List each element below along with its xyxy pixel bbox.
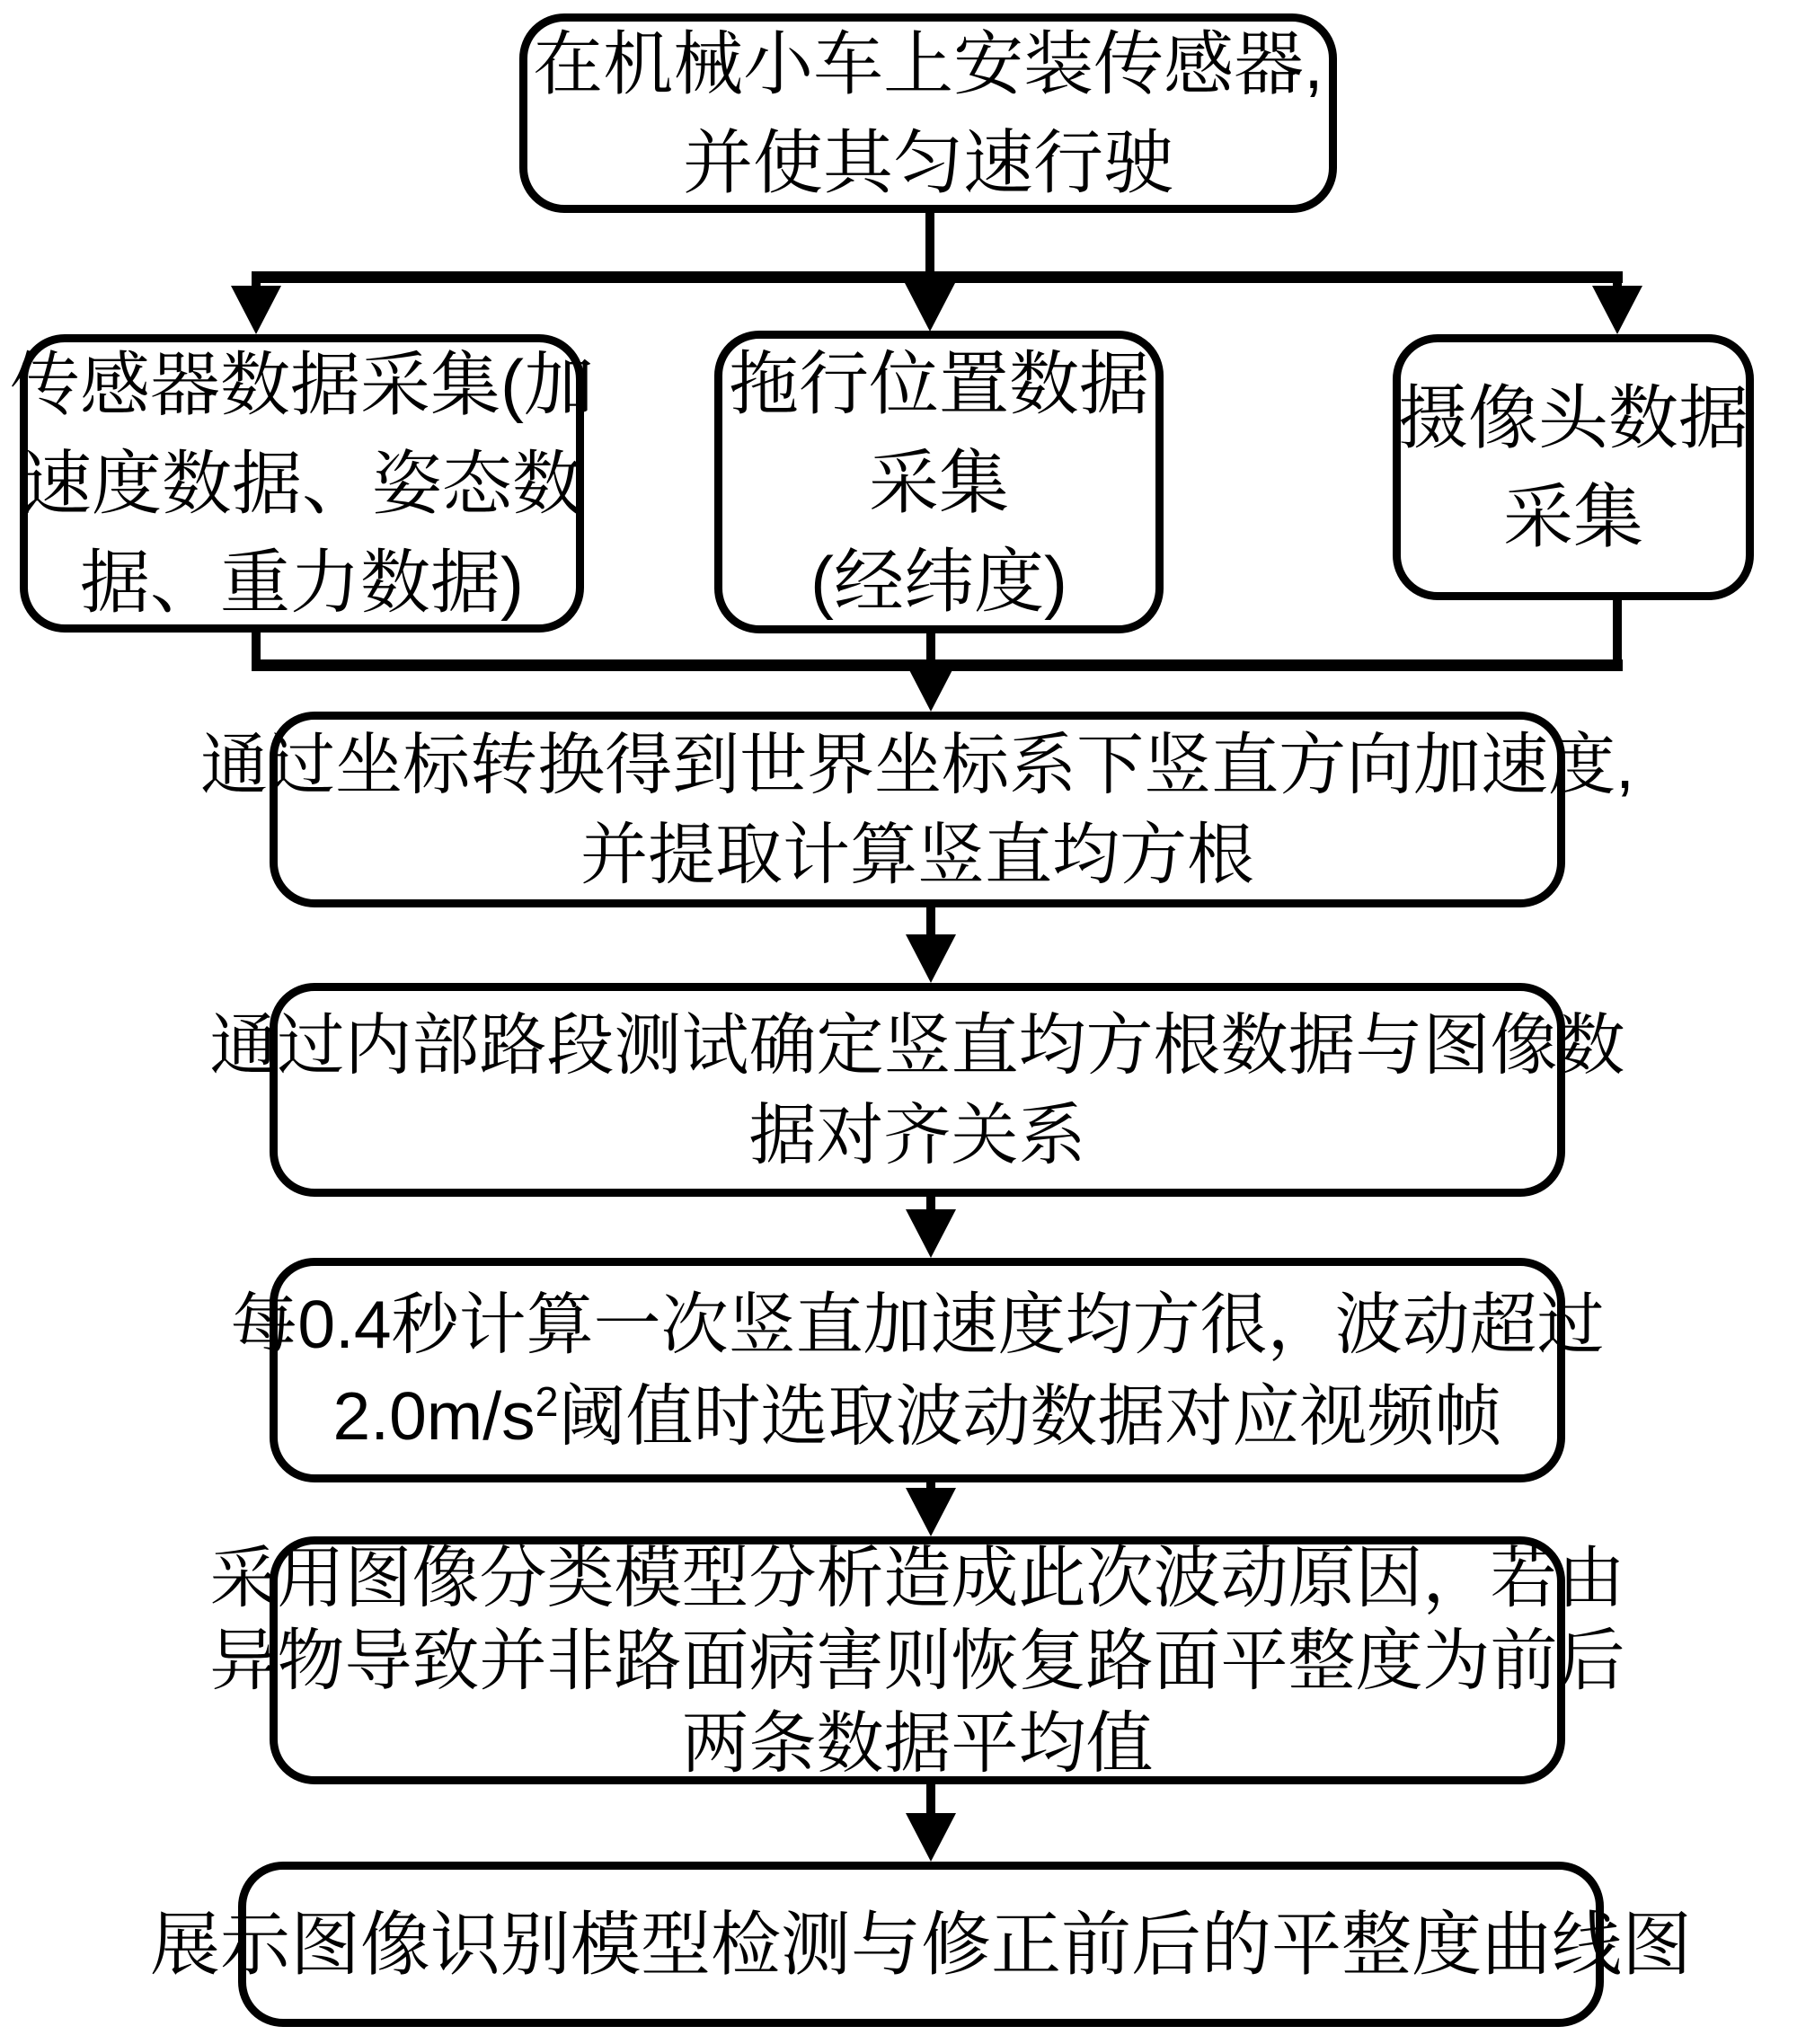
node-text-line: 在机械小车上安装传感器, xyxy=(533,24,1323,103)
node-text-line: 通过坐标转换得到世界坐标系下竖直方向加速度, xyxy=(200,727,1634,802)
threshold-value-text: 2.0m/s xyxy=(332,1378,536,1454)
node-image-classify xyxy=(209,1536,1625,1784)
node-text-line: 拖行位置数据 xyxy=(728,343,1149,423)
node-text-line: 并使其匀速行驶 xyxy=(682,123,1173,202)
arrow-down-icon xyxy=(906,1488,956,1536)
node-install-sensor xyxy=(519,13,1337,213)
node-text-line: 并提取计算竖直均方根 xyxy=(580,817,1254,892)
node-text-line: 采用图像分类模型分析造成此次波动原因，若由 xyxy=(209,1540,1625,1615)
superscript-exponent: 2 xyxy=(535,1378,559,1425)
node-text-line: 阈值时选取波动数据对应视频帧 xyxy=(558,1378,1502,1454)
node-text-line: 摄像头数据 xyxy=(1398,378,1749,457)
arrow-down-icon xyxy=(231,286,281,334)
arrow-down-icon xyxy=(905,283,955,332)
node-text-line: 速度数据、姿态数 xyxy=(22,444,583,523)
arrow-down-icon xyxy=(906,663,956,712)
arrow-down-icon xyxy=(1592,286,1642,334)
node-text-line xyxy=(333,1370,1502,1462)
node-text-line: 异物导致并非路面病害则恢复路面平整度为前后 xyxy=(209,1623,1625,1698)
node-text-line: 据对齐关系 xyxy=(748,1097,1086,1172)
node-text-line: 通过内部路段测试确定竖直均方根数据与图像数 xyxy=(209,1007,1625,1083)
node-text-line: 展示图像识别模型检测与修正前后的平整度曲线图 xyxy=(150,1905,1693,1984)
node-alignment-test xyxy=(209,983,1625,1197)
node-text-line: 传感器数据采集(加 xyxy=(10,345,594,424)
arrow-down-icon xyxy=(906,1813,956,1862)
node-display-curve xyxy=(150,1862,1693,2027)
connector-line xyxy=(252,271,1623,283)
node-text-line: 采集 xyxy=(868,442,1009,522)
node-camera-data-collect xyxy=(1393,334,1754,600)
node-text-line: 据、重力数据) xyxy=(80,543,524,622)
node-text-line: 两条数据平均值 xyxy=(681,1705,1154,1781)
node-text-line: (经纬度) xyxy=(810,541,1067,621)
connector-line xyxy=(1613,595,1622,668)
arrow-down-icon xyxy=(906,934,956,983)
node-sensor-data-collect xyxy=(10,334,594,633)
node-threshold-detect xyxy=(230,1258,1605,1482)
node-coordinate-transform xyxy=(200,712,1634,907)
node-text-line: 采集 xyxy=(1502,477,1643,556)
node-position-data-collect xyxy=(714,331,1164,633)
arrow-down-icon xyxy=(906,1209,956,1258)
node-text-line: 每0.4秒计算一次竖直加速度均方很，波动超过 xyxy=(230,1287,1605,1362)
